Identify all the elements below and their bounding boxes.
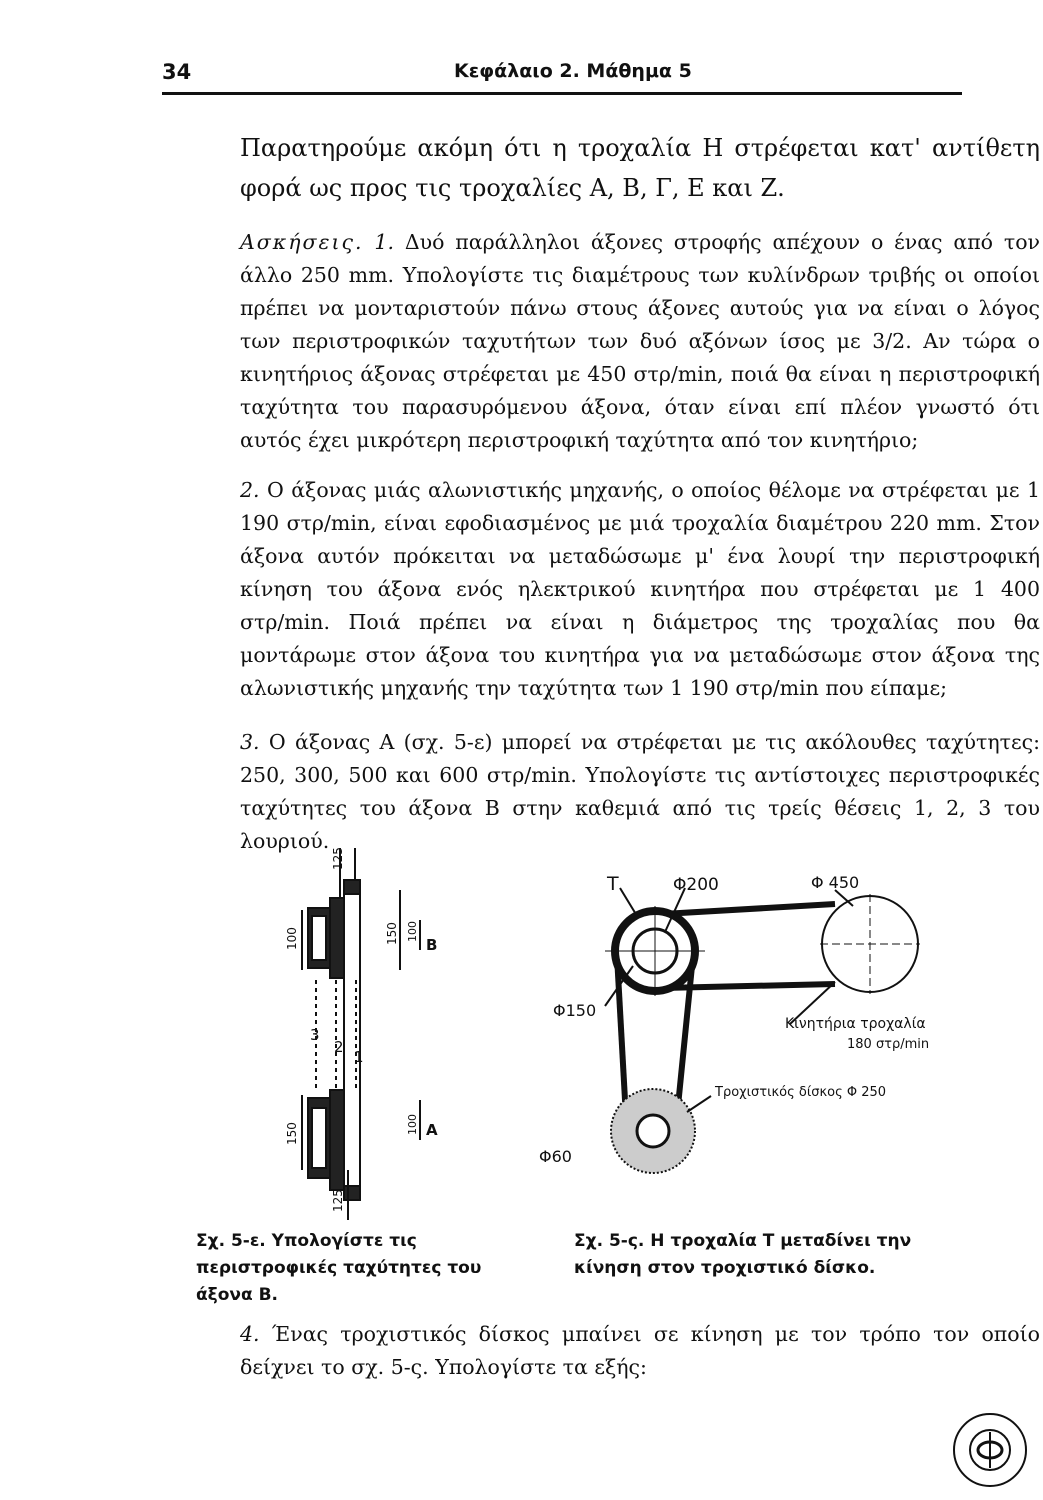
d60-label: Φ60	[539, 1147, 572, 1166]
dim-label: 125	[331, 1189, 345, 1212]
figure-5e-stepped-pulleys	[270, 840, 450, 1225]
exercise-3	[162, 726, 1040, 858]
dim-label: 100	[406, 921, 419, 942]
position-label: 1	[354, 1048, 364, 1066]
exercise-2	[162, 474, 1040, 705]
exercises-label: Ασκήσεις.	[240, 230, 364, 254]
d150-label: Φ150	[553, 1001, 597, 1020]
exercise-text: Ένας τροχιστικός δίσκος μπαίνει σε κίνηση με τον τρόπο τον οποίο δείχνει το σχ. 5-ς. Υπολογίστε τα εξής:	[240, 1322, 1040, 1379]
motor-speed-label: 180 στρ/min	[847, 1037, 930, 1052]
dim-label: 150	[285, 1122, 299, 1145]
page-number: 34	[162, 60, 192, 84]
page-header	[162, 50, 962, 95]
motor-pulley-label: Κινητήρια τροχαλία	[785, 1016, 926, 1032]
dim-label: 100	[406, 1114, 419, 1135]
intro-paragraph: Παρατηρούμε ακόμη ότι η τροχαλία Η στρέφεται κατ' αντίθετη φορά ως προς τις τροχαλίες Α, Β, Γ, Ε και Ζ.	[240, 134, 1040, 202]
exercise-number: 1.	[374, 230, 394, 254]
position-label: 2	[334, 1038, 344, 1056]
dim-label: 100	[285, 927, 299, 950]
exercise-number: 4.	[240, 1322, 260, 1346]
grinding-disc-label: Τροχιστικός δίσκος Φ 250	[715, 1085, 887, 1100]
axis-a-label: A	[426, 1121, 438, 1139]
d200-label: Φ200	[673, 875, 719, 895]
d450-label: Φ 450	[811, 873, 860, 892]
exercise-text: Ο άξονας Α (σχ. 5-ε) μπορεί να στρέφεται με τις ακόλουθες ταχύτητες: 250, 300, 500 και 600 στρ/min. Υπολογίστε τις αντίστοιχες περιστροφικές ταχύτητες του άξονα Β στην καθεμιά από τις τρείς θέσεις 1, 2, 3 του λουριού.	[240, 730, 1040, 853]
exercise-1	[162, 226, 1040, 457]
figure-5st-belt-drive	[535, 866, 985, 1181]
chapter-title: Κεφάλαιο 2. Μάθημα 5	[454, 60, 692, 82]
pulley-t-label: T	[607, 873, 619, 895]
exercise-4	[162, 1318, 1040, 1384]
dim-label: 125	[331, 847, 345, 870]
foundation-seal	[950, 1410, 1030, 1490]
dim-label: 150	[385, 922, 399, 945]
caption-figure-5st: Σχ. 5-ς. Η τροχαλία Τ μεταδίνει την κίνηση στον τροχιστικό δίσκο.	[574, 1231, 912, 1278]
exercise-text: Ο άξονας μιάς αλωνιστικής μηχανής, ο οποίος θέλομε να στρέφεται με 1 190 στρ/min, είναι εφοδιασμένος με μιά τροχαλία διαμέτρου 220 mm. Στον άξονα αυτόν πρόκειται να μεταδώσωμε μ' ένα λουρί την περιστροφική κίνηση του άξονα ενός ηλεκτρικού κινητήρα που στρέφεται με 1 400 στρ/min. Ποιά πρέπει να είναι η διάμετρος της τροχαλίας που θα μοντάρωμε στον άξονα του κινητήρα για να μεταδώσωμε στον άξονα της αλωνιστικής μηχανής την ταχύτητα των 1 190 στρ/min που είπαμε;	[240, 478, 1040, 700]
caption-figure-5e: Σχ. 5-ε. Υπολογίστε τις περιστροφικές ταχύτητες του άξονα Β.	[196, 1231, 482, 1305]
exercise-text: Δυό παράλληλοι άξονες στροφής απέχουν ο ένας από τον άλλο 250 mm. Υπολογίστε τις διαμέτρους των κυλίνδρων τριβής οι οποίοι πρέπει να μονταριστούν πάνω στους άξονες αυτούς για να είναι ο λόγος των περιστροφικών ταχυτήτων των δυό αξόνων ίσος με 3/2. Αν τώρα ο κινητήριος άξονας στρέφεται με 450 στρ/min, ποιά θα είναι η περιστροφική ταχύτητα του παρασυρόμενου άξονα, όταν είναι επί πλέον γνωστό ότι αυτός έχει μικρότερη περιστροφική ταχύτητα από τον κινητήριο;	[240, 230, 1040, 452]
exercise-number: 3.	[240, 730, 260, 754]
exercise-number: 2.	[240, 478, 260, 502]
position-label: 3	[310, 1026, 320, 1044]
axis-b-label: B	[426, 936, 438, 954]
